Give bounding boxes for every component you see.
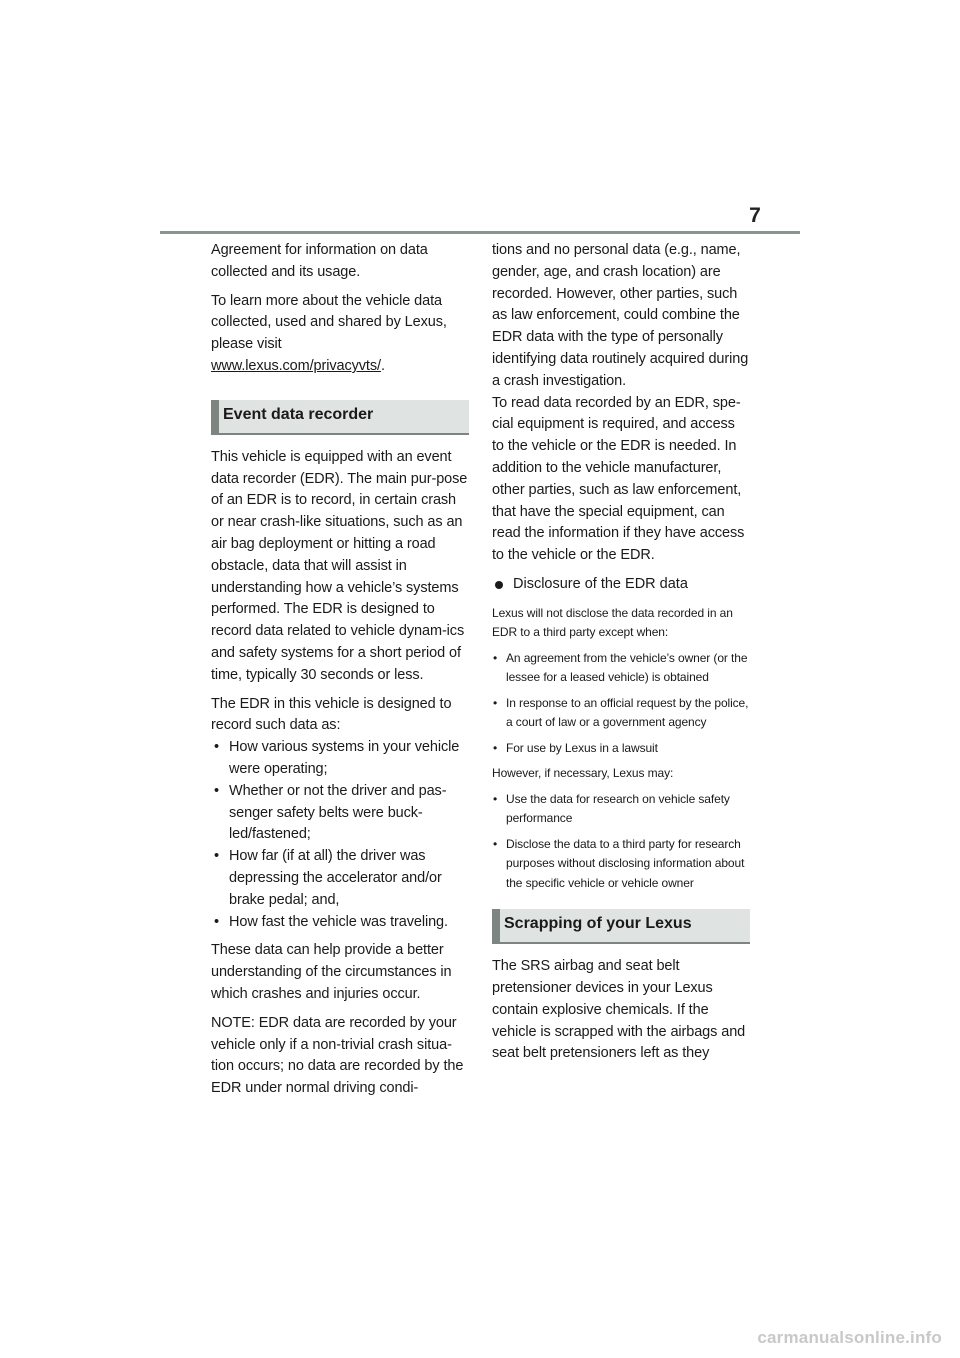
edr-access-paragraph: To read data recorded by an EDR, spe-cial equipment is required, and access to the vehicle or the EDR is needed. In addition to the vehicle manufacturer, other parties, such as law enforcement, that have the special equipment, can read the information if they have access to the vehicle or the EDR.: [492, 394, 745, 564]
disclosure-intro: Lexus will not disclose the data recorded in an EDR to a third party except when:: [492, 605, 733, 640]
intro-paragraph: Agreement for information on data collected and its usage.: [211, 242, 428, 280]
section-header-scrapping: [492, 909, 750, 944]
left-column: [211, 240, 469, 1107]
list-item: • An agreement from the vehicle’s owner (or the lessee for a leased vehicle) is obtained: [492, 649, 750, 688]
section-header-event-data-recorder: [211, 400, 469, 435]
privacy-text: To learn more about the vehicle data collected, used and shared by Lexus, please visit: [211, 292, 447, 353]
section-title: Event data recorder: [223, 405, 374, 423]
edr-note-paragraph: NOTE: EDR data are recorded by your vehicle only if a non-trivial crash situa-tion occurs; no data are recorded by the EDR under normal driving condi-: [211, 1014, 464, 1097]
list-item: • Whether or not the driver and pas-senger safety belts were buck-led/fastened;: [211, 781, 469, 846]
list-item: • For use by Lexus in a lawsuit: [492, 739, 750, 759]
list-item: • How various systems in your vehicle were operating;: [211, 737, 469, 781]
list-item: • How far (if at all) the driver was depressing the accelerator and/or brake pedal; and,: [211, 846, 469, 911]
lexus-may-list: [492, 790, 750, 894]
header-rule: [160, 231, 800, 234]
page-number: 7: [749, 204, 761, 227]
watermark: carmanualsonline.info: [757, 1328, 942, 1347]
edr-purpose-paragraph: This vehicle is equipped with an event data recorder (EDR). The main pur-pose of an EDR is to record, in certain crash or near crash-like situations, such as an air bag deployment or hitting a road obstacle, data that will assist in understanding how a vehicle’s systems performed. The EDR is designed to record data related to vehicle dynam-ics and safety systems for a short period of time, typically 30 seconds or less.: [211, 448, 468, 683]
list-item: • Use the data for research on vehicle safety performance: [492, 790, 750, 829]
bullet-dot-icon: [495, 581, 503, 589]
list-item: • In response to an official request by the police, a court of law or a government agency: [492, 694, 750, 733]
section-title: Scrapping of your Lexus: [504, 915, 692, 933]
edr-continued-paragraph: tions and no personal data (e.g., name, gender, age, and crash location) are recorded. However, other parties, such as law enforcement, could combine the EDR data with the type of personally identifying data routinely acquired during a crash investigation.: [492, 242, 749, 389]
right-column: [492, 240, 750, 1072]
edr-benefit-paragraph: These data can help provide a better understanding of the circumstances in which crashes and injuries occur.: [211, 942, 452, 1002]
however-text: However, if necessary, Lexus may:: [492, 766, 674, 781]
privacy-link[interactable]: www.lexus.com/privacyvts/: [211, 357, 381, 374]
scrapping-paragraph: The SRS airbag and seat belt pretensioner devices in your Lexus contain explosive chemicals. If the vehicle is scrapped with the airbags and seat belt pretensioners left as they: [492, 958, 746, 1062]
list-item: • Disclose the data to a third party for research purposes without disclosing information about the specific vehicle or vehicle owner: [492, 835, 750, 894]
disclosure-subheading: [492, 574, 750, 596]
disclosure-title: Disclosure of the EDR data: [513, 575, 688, 592]
list-item: • How fast the vehicle was traveling.: [211, 912, 469, 934]
disclosure-list: [492, 649, 750, 759]
edr-data-list: [211, 737, 469, 933]
privacy-link-suffix: .: [380, 357, 385, 374]
privacy-paragraph: [211, 291, 469, 378]
edr-data-intro: The EDR in this vehicle is designed to record such data as:: [211, 695, 452, 734]
